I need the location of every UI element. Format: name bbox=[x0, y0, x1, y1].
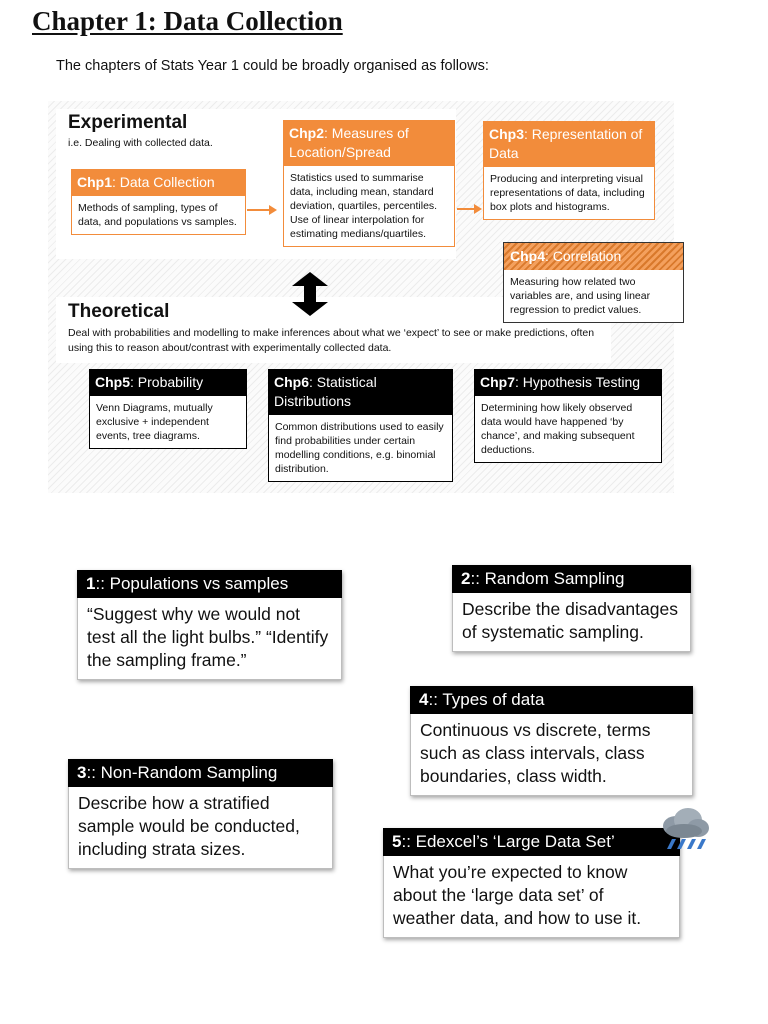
chapter-overview-diagram bbox=[48, 101, 674, 493]
chp6-body: Common distributions used to easily find probabilities under certain modelling conditions, e.g. binomial distribution. bbox=[268, 415, 453, 482]
topic-card-3-header: 3:: Non-Random Sampling bbox=[68, 759, 333, 787]
chp4-header: Chp4: Correlation bbox=[503, 242, 684, 270]
experimental-subheading: i.e. Dealing with collected data. bbox=[68, 137, 213, 149]
topic-card-5-body: What you’re expected to know about the ‘large data set’ of weather data, and how to use it. bbox=[383, 856, 680, 938]
chp7-header: Chp7: Hypothesis Testing bbox=[474, 369, 662, 396]
intro-text: The chapters of Stats Year 1 could be broadly organised as follows: bbox=[56, 58, 489, 74]
arrow-chp1-chp2 bbox=[247, 209, 269, 211]
theoretical-heading: Theoretical bbox=[68, 301, 170, 322]
topic-card-3 bbox=[68, 759, 333, 869]
chp5-header: Chp5: Probability bbox=[89, 369, 247, 396]
chp4-body: Measuring how related two variables are, and using linear regression to predict values. bbox=[503, 270, 684, 323]
rain-cloud-icon bbox=[656, 804, 710, 852]
topic-card-5-header: 5:: Edexcel’s ‘Large Data Set’ bbox=[383, 828, 680, 856]
chp7-box bbox=[474, 369, 662, 463]
topic-card-2 bbox=[452, 565, 691, 652]
chp1-box bbox=[71, 169, 246, 235]
arrow-chp2-chp3 bbox=[457, 208, 474, 210]
chp7-body: Determining how likely observed data would have happened ‘by chance’, and making subsequent deductions. bbox=[474, 396, 662, 463]
theoretical-description: Deal with probabilities and modelling to make inferences about what we ‘expect’ to see or make predictions, often using this to reason about/contrast with experimentally collected data. bbox=[68, 327, 595, 354]
arrow-chp2-chp3-head bbox=[474, 204, 482, 214]
topic-card-3-body: Describe how a stratified sample would be conducted, including strata sizes. bbox=[68, 787, 333, 869]
chp6-box bbox=[268, 369, 453, 482]
chp4-box bbox=[503, 242, 684, 323]
chp3-header: Chp3: Representation of Data bbox=[483, 121, 655, 167]
topic-card-1-body: “Suggest why we would not test all the light bulbs.” “Identify the sampling frame.” bbox=[77, 598, 342, 680]
topic-card-5 bbox=[383, 828, 680, 938]
chp6-header: Chp6: Statistical Distributions bbox=[268, 369, 453, 415]
chp3-body: Producing and interpreting visual representations of data, including box plots and histograms. bbox=[483, 167, 655, 220]
page-title: Chapter 1: Data Collection bbox=[32, 6, 343, 36]
topic-card-4 bbox=[410, 686, 693, 796]
topic-card-4-header: 4:: Types of data bbox=[410, 686, 693, 714]
chp1-header: Chp1: Data Collection bbox=[71, 169, 246, 196]
topic-card-4-body: Continuous vs discrete, terms such as class intervals, class boundaries, class width. bbox=[410, 714, 693, 796]
arrow-chp1-chp2-head bbox=[269, 205, 277, 215]
experimental-heading: Experimental bbox=[68, 112, 188, 133]
topic-card-2-body: Describe the disadvantages of systematic sampling. bbox=[452, 593, 691, 652]
topic-card-1 bbox=[77, 570, 342, 680]
chp1-body: Methods of sampling, types of data, and populations vs samples. bbox=[71, 196, 246, 235]
chp2-box bbox=[283, 120, 455, 247]
double-arrow-icon bbox=[292, 272, 328, 316]
chp2-header: Chp2: Measures of Location/Spread bbox=[283, 120, 455, 166]
chp5-body: Venn Diagrams, mutually exclusive + independent events, tree diagrams. bbox=[89, 396, 247, 449]
chp3-box bbox=[483, 121, 655, 220]
chp5-box bbox=[89, 369, 247, 449]
topic-card-2-header: 2:: Random Sampling bbox=[452, 565, 691, 593]
topic-card-1-header: 1:: Populations vs samples bbox=[77, 570, 342, 598]
chp2-body: Statistics used to summarise data, including mean, standard deviation, quartiles, percentiles. Use of linear interpolation for estimating medians/quartiles. bbox=[283, 166, 455, 247]
